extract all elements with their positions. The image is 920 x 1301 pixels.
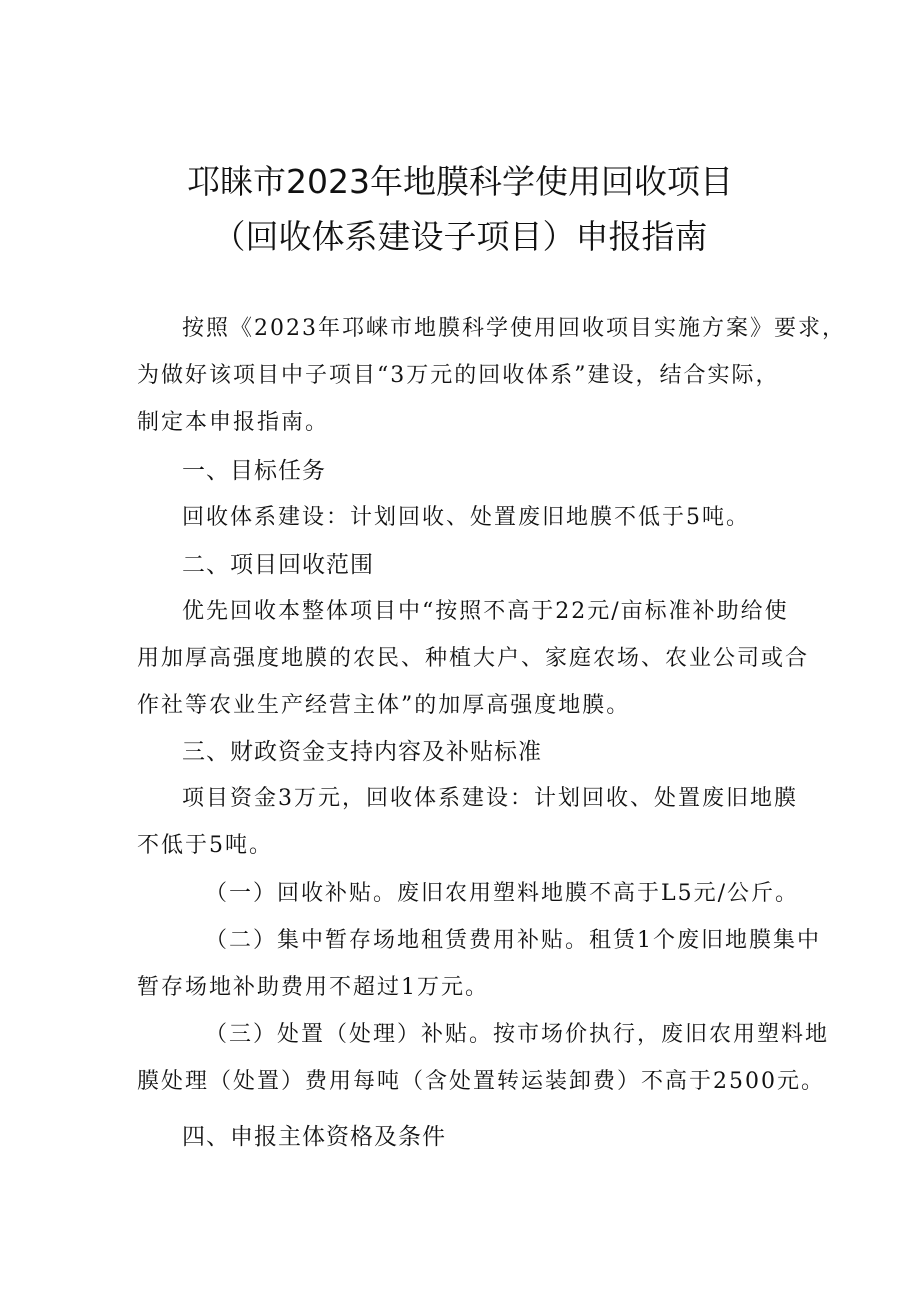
section-2-line-3: 作社等农业生产经营主体”的加厚高强度地膜。 (137, 693, 631, 718)
section-4-heading: 四、申报主体资格及条件 (182, 1124, 446, 1150)
intro-line-1: 按照《2023年邛崃市地膜科学使用回收项目实施方案》要求， (182, 316, 846, 341)
subsidy-item-2-line-1: （二）集中暂存场地租赁费用补贴。租赁1个废旧地膜集中 (205, 928, 821, 953)
intro-line-2: 为做好该项目中子项目“3万元的回收体系”建设，结合实际， (137, 363, 780, 388)
intro-line-3: 制定本申报指南。 (137, 410, 330, 435)
section-3-heading: 三、财政资金支持内容及补贴标准 (182, 739, 542, 765)
section-2-heading: 二、项目回收范围 (182, 552, 374, 578)
subsidy-item-2-line-2: 暂存场地补助费用不超过1万元。 (137, 975, 489, 1000)
section-3-line-2: 不低于5吨。 (137, 833, 273, 858)
subsidy-item-3-line-1: （三）处置（处理）补贴。按市场价执行，废旧农用塑料地 (205, 1022, 830, 1047)
section-2-line-2: 用加厚高强度地膜的农民、种植大户、家庭农场、农业公司或合 (137, 646, 810, 671)
section-1-paragraph: 回收体系建设：计划回收、处置废旧地膜不低于5吨。 (182, 505, 750, 530)
subsidy-item-3-line-2: 膜处理（处置）费用每吨（含处置转运装卸费）不高于2500元。 (137, 1069, 825, 1094)
document-title-line-2: （回收体系建设子项目）申报指南 (212, 217, 708, 256)
section-1-heading: 一、目标任务 (182, 458, 326, 484)
section-3-line-1: 项目资金3万元，回收体系建设：计划回收、处置废旧地膜 (182, 786, 798, 811)
subsidy-item-1: （一）回收补贴。废旧农用塑料地膜不高于L5元/公斤。 (205, 881, 800, 906)
section-2-line-1: 优先回收本整体项目中“按照不高于22元/亩标准补助给使 (182, 599, 789, 624)
document-title-line-1: 邛睐市2023年地膜科学使用回收项目 (187, 162, 733, 201)
